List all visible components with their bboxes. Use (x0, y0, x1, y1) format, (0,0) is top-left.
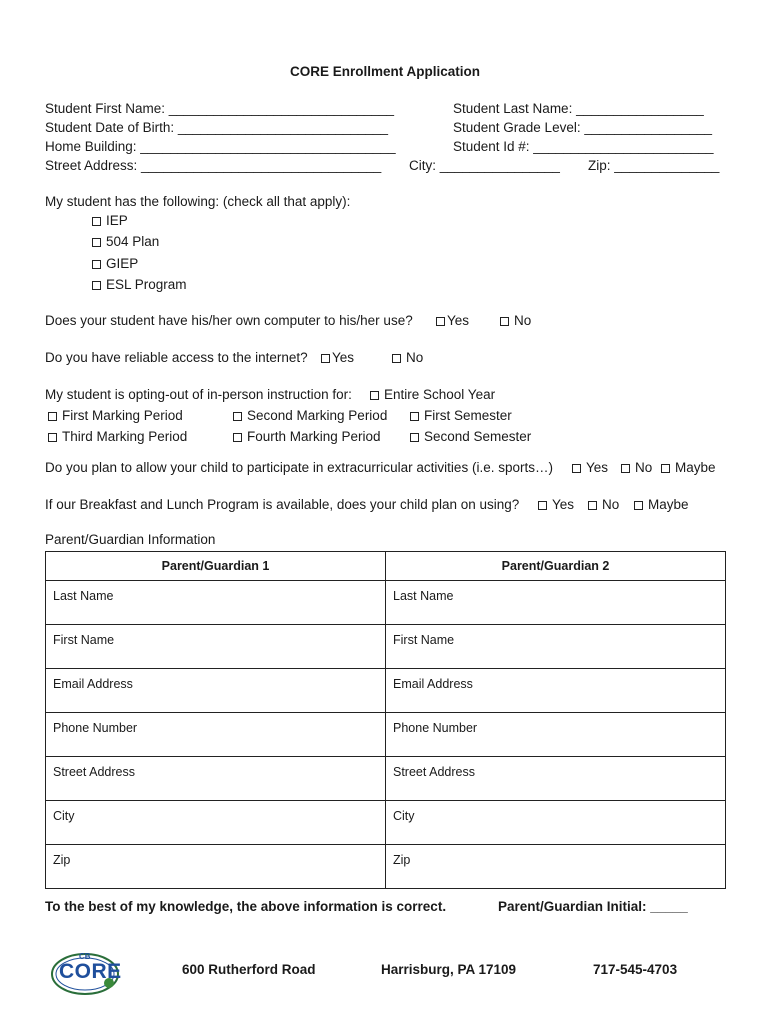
student-last-name-field[interactable]: Student Last Name: _________________ (453, 101, 704, 116)
second-marking-period-checkbox[interactable] (233, 408, 387, 424)
student-grade-field[interactable]: Student Grade Level: _________________ (453, 120, 712, 135)
esl-program-checkbox[interactable] (92, 277, 187, 293)
option-label: 504 Plan (106, 234, 160, 249)
guardian-table (45, 551, 726, 889)
student-id-field[interactable]: Student Id #: ________________________ (453, 139, 714, 154)
option-label: IEP (106, 213, 128, 228)
table-row (46, 669, 726, 713)
giep-checkbox[interactable] (92, 256, 138, 272)
footer-phone: 717-545-4703 (593, 962, 678, 977)
checkbox-icon (321, 354, 330, 363)
third-marking-period-checkbox[interactable] (48, 429, 187, 445)
table-row (46, 625, 726, 669)
home-building-field[interactable]: Home Building: __________________________________ (45, 139, 396, 154)
checkbox-icon (92, 238, 101, 247)
student-first-name-field[interactable]: Student First Name: ______________________________ (45, 101, 395, 116)
extracurricular-question: Do you plan to allow your child to participate in extracurricular activities (i.e. sports…) (45, 460, 553, 475)
city-field[interactable]: City: ________________ (409, 158, 560, 173)
guardian-1-street-cell[interactable]: Street Address (46, 757, 386, 801)
meals-yes-checkbox[interactable] (538, 497, 574, 513)
guardian-2-first-name-cell[interactable]: First Name (386, 625, 726, 669)
guardian-1-zip-cell[interactable]: Zip (46, 845, 386, 889)
needs-question: My student has the following: (check all that apply): (45, 194, 351, 209)
option-label: ESL Program (106, 277, 187, 292)
option-label: Yes (552, 497, 575, 512)
option-label: Yes (447, 313, 470, 328)
computer-yes-checkbox[interactable] (436, 313, 469, 329)
guardian-section-heading: Parent/Guardian Information (45, 532, 216, 547)
computer-no-checkbox[interactable] (500, 313, 531, 329)
extracurricular-yes-checkbox[interactable] (572, 460, 608, 476)
checkbox-icon (370, 391, 379, 400)
option-label: First Semester (424, 408, 512, 423)
checkbox-icon (436, 317, 445, 326)
meals-question: If our Breakfast and Lunch Program is available, does your child plan on using? (45, 497, 520, 512)
table-header-row (46, 552, 726, 581)
certification-statement: To the best of my knowledge, the above information is correct. (45, 899, 447, 914)
page-title: CORE Enrollment Application (289, 64, 480, 79)
guardian-2-city-cell[interactable]: City (386, 801, 726, 845)
option-label: Second Marking Period (247, 408, 388, 423)
optout-question: My student is opting-out of in-person instruction for: (45, 387, 352, 402)
checkbox-icon (48, 433, 57, 442)
checkbox-icon (233, 433, 242, 442)
checkbox-icon (410, 433, 419, 442)
option-label: Fourth Marking Period (247, 429, 381, 444)
computer-question: Does your student have his/her own computer to his/her use? (45, 313, 413, 328)
checkbox-icon (621, 464, 630, 473)
checkbox-icon (588, 501, 597, 510)
option-label: Yes (586, 460, 609, 475)
option-label: No (635, 460, 653, 475)
guardian-2-header: Parent/Guardian 2 (386, 552, 726, 581)
table-row (46, 713, 726, 757)
checkbox-icon (92, 217, 101, 226)
table-row (46, 757, 726, 801)
checkbox-icon (92, 260, 101, 269)
table-row (46, 801, 726, 845)
entire-school-year-checkbox[interactable] (370, 387, 495, 403)
guardian-1-header: Parent/Guardian 1 (46, 552, 386, 581)
option-label: Maybe (648, 497, 689, 512)
extracurricular-maybe-checkbox[interactable] (661, 460, 716, 476)
guardian-1-email-cell[interactable]: Email Address (46, 669, 386, 713)
guardian-2-zip-cell[interactable]: Zip (386, 845, 726, 889)
meals-maybe-checkbox[interactable] (634, 497, 689, 513)
option-label: Maybe (675, 460, 716, 475)
internet-question: Do you have reliable access to the internet? (45, 350, 308, 365)
logo-core-text: CORE (59, 960, 122, 983)
guardian-1-phone-cell[interactable]: Phone Number (46, 713, 386, 757)
table-row (46, 845, 726, 889)
option-label: GIEP (106, 256, 139, 271)
checkbox-icon (92, 281, 101, 290)
guardian-2-street-cell[interactable]: Street Address (386, 757, 726, 801)
guardian-2-last-name-cell[interactable]: Last Name (386, 581, 726, 625)
504-plan-checkbox[interactable] (92, 234, 159, 250)
guardian-1-city-cell[interactable]: City (46, 801, 386, 845)
guardian-1-first-name-cell[interactable]: First Name (46, 625, 386, 669)
footer-address: 600 Rutherford Road (182, 962, 316, 977)
option-label: No (514, 313, 532, 328)
footer-city: Harrisburg, PA 17109 (381, 962, 517, 977)
guardian-2-email-cell[interactable]: Email Address (386, 669, 726, 713)
checkbox-icon (572, 464, 581, 473)
table-row (46, 581, 726, 625)
extracurricular-no-checkbox[interactable] (621, 460, 652, 476)
meals-no-checkbox[interactable] (588, 497, 619, 513)
second-semester-checkbox[interactable] (410, 429, 531, 445)
checkbox-icon (661, 464, 670, 473)
option-label: Third Marking Period (62, 429, 188, 444)
checkbox-icon (410, 412, 419, 421)
guardian-initial-field[interactable]: Parent/Guardian Initial: _____ (498, 899, 688, 914)
iep-checkbox[interactable] (92, 213, 128, 229)
core-logo (49, 948, 121, 996)
checkbox-icon (233, 412, 242, 421)
option-label: No (406, 350, 424, 365)
fourth-marking-period-checkbox[interactable] (233, 429, 381, 445)
street-address-field[interactable]: Street Address: ________________________________ (45, 158, 382, 173)
option-label: Second Semester (424, 429, 532, 444)
option-label: No (602, 497, 620, 512)
option-label: First Marking Period (62, 408, 183, 423)
guardian-2-phone-cell[interactable]: Phone Number (386, 713, 726, 757)
checkbox-icon (538, 501, 547, 510)
option-label: Yes (332, 350, 355, 365)
first-marking-period-checkbox[interactable] (48, 408, 183, 424)
internet-yes-checkbox[interactable] (321, 350, 354, 366)
zip-field[interactable]: Zip: ______________ (588, 158, 720, 173)
checkbox-icon (48, 412, 57, 421)
guardian-1-last-name-cell[interactable]: Last Name (46, 581, 386, 625)
checkbox-icon (634, 501, 643, 510)
checkbox-icon (500, 317, 509, 326)
checkbox-icon (392, 354, 401, 363)
student-dob-field[interactable]: Student Date of Birth: ____________________________ (45, 120, 389, 135)
internet-no-checkbox[interactable] (392, 350, 423, 366)
logo-cb-text: CB (79, 952, 91, 961)
first-semester-checkbox[interactable] (410, 408, 512, 424)
option-label: Entire School Year (384, 387, 496, 402)
